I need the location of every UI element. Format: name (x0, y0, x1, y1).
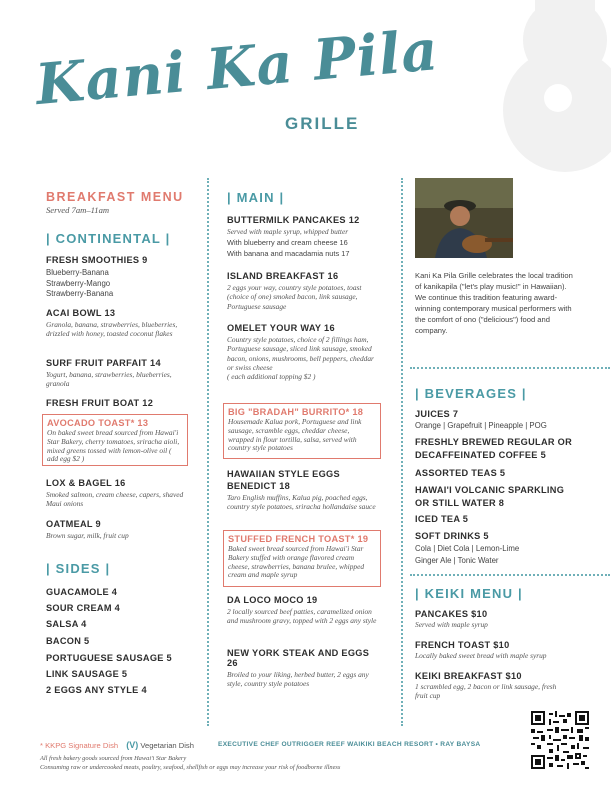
logo-subtitle: GRILLE (285, 114, 360, 133)
item-description: 2 eggs your way, country style potatoes, toast (choice of one) smoked bacon, link sausage, Portuguese sausage (227, 283, 362, 311)
breakfast-menu-title: BREAKFAST MENU (46, 190, 184, 204)
guitar-watermark (470, 0, 611, 175)
item-description: Broiled to your liking, herbed butter, 2 eggs any style, country style potatoes (227, 670, 369, 689)
column-divider-left (207, 178, 209, 726)
item-big-bradah-burrito: BIG "BRADAH" BURRITO* 18 (228, 407, 364, 417)
item-island-breakfast: ISLAND BREAKFAST 16 (227, 271, 339, 281)
item-buttermilk-pancakes: BUTTERMILK PANCAKES 12 (227, 215, 360, 225)
side-item: LINK SAUSAGE 5 (46, 669, 128, 679)
juice-options: Orange | Grapefruit | Pineapple | POG (415, 421, 547, 430)
item-description: Granola, banana, strawberries, blueberries, drizzled with honey, toasted coconut flakes (46, 320, 178, 339)
executive-chef-credit: EXECUTIVE CHEF OUTRIGGER REEF WAIKIKI BEACH RESORT • RAY BAYSA (218, 741, 481, 748)
sides-heading: | SIDES | (46, 561, 111, 576)
item-new-york-steak-eggs: NEW YORK STEAK AND EGGS 26 (227, 648, 370, 668)
item-avocado-toast: AVOCADO TOAST* 13 (47, 418, 149, 428)
item-surf-fruit-parfait: SURF FRUIT PARFAIT 14 (46, 358, 161, 368)
smoothie-option: Strawberry-Banana (46, 289, 114, 298)
item-description: 1 scrambled egg, 2 bacon or link sausage, fresh fruit cup (415, 682, 557, 701)
keiki-heading: | KEIKI MENU | (415, 586, 523, 601)
vegetarian-mark: (V) (126, 740, 139, 750)
item-description: Baked sweet bread sourced from Hawai'i Star Bakery stuffed with orange flavored cream cheese, strawberries, banana brulee, whipped cream and maple syrup (228, 544, 365, 580)
item-fresh-fruit-boat: FRESH FRUIT BOAT 12 (46, 398, 154, 408)
item-da-loco-moco: DA LOCO MOCO 19 (227, 595, 318, 605)
french-toast-box (223, 530, 381, 587)
beverages-heading: | BEVERAGES | (415, 386, 527, 401)
item-juices: JUICES 7 (415, 409, 459, 419)
item-iced-tea: ICED TEA 5 (415, 514, 469, 524)
side-item: 2 EGGS ANY STYLE 4 (46, 685, 147, 695)
side-item: SOUR CREAM 4 (46, 603, 121, 613)
avocado-toast-box (42, 414, 188, 466)
item-description: Country style potatoes, choice of 2 fillings ham, Portuguese sausage, sliced link sausage, smoked bacon, onions, mushrooms, bell peppers, cheddar or swiss cheese (227, 335, 374, 372)
side-item: GUACAMOLE 4 (46, 587, 118, 597)
item-description: Smoked salmon, cream cheese, capers, shaved Maui onions (46, 490, 184, 509)
item-description: 2 locally sourced beef patties, caramelized onion and mushroom gravy, topped with 2 eggs any style (227, 607, 377, 626)
item-volcanic-water: HAWAI'I VOLCANIC SPARKLING OR STILL WATER 8 (415, 485, 565, 508)
item-description: Housemade Kalua pork, Portuguese and link sausage, scramble eggs, cheddar cheese, wrapped in flour tortilla, salsa, served with country style potatoes (228, 417, 362, 453)
smoothie-option: Blueberry-Banana (46, 268, 109, 277)
vegetarian-label: Vegetarian Dish (140, 741, 194, 750)
smoothie-option: Strawberry-Mango (46, 278, 111, 288)
about-text: Kani Ka Pila Grille celebrates the local tradition of kanikapila ("let's play music!" in Hawaiian). We continue this tradition featuring award-winning contemporary musical performers with the comfort of ono ("delicious") food and company. (415, 271, 573, 335)
side-item: PORTUGUESE SAUSAGE 5 (46, 653, 172, 663)
side-item: SALSA 4 (46, 619, 87, 629)
item-description: Brown sugar, milk, fruit cup (46, 531, 129, 540)
item-description: Served with maple syrup (415, 620, 488, 629)
qr-code (531, 711, 589, 769)
item-description: Served with maple syrup, whipped butter (227, 227, 349, 236)
item-extra-note: ( each additional topping $2 ) (227, 372, 316, 382)
pancake-option: With banana and macadamia nuts 17 (227, 248, 350, 258)
item-hawaiian-eggs-benedict: HAWAIIAN STYLE EGGS BENEDICT 18 (227, 469, 340, 491)
soft-drink-options: Ginger Ale | Tonic Water (415, 556, 499, 565)
section-divider (410, 574, 610, 576)
item-soft-drinks: SOFT DRINKS 5 (415, 531, 489, 541)
side-item: BACON 5 (46, 636, 90, 646)
item-fresh-smoothies: FRESH SMOOTHIES 9 (46, 255, 148, 265)
pancake-option: With blueberry and cream cheese 16 (227, 238, 348, 248)
item-description: On baked sweet bread sourced from Hawai'i Star Bakery, cherry tomatoes, sriracha aioli, mixed greens tossed with lemon-olive oil ( add egg $2 ) (47, 428, 180, 464)
soft-drink-options: Cola | Diet Cola | Lemon-Lime (415, 544, 520, 553)
signature-dish-label: * KKPG Signature Dish (40, 741, 119, 750)
main-heading: | MAIN | (227, 190, 285, 205)
column-divider-right (401, 178, 403, 726)
musician-photo (415, 178, 513, 258)
item-keiki-breakfast: KEIKI BREAKFAST $10 (415, 671, 522, 681)
item-description: Taro English muffins, Kalua pig, poached eggs, country style potatoes, sriracha hollandaise sauce (227, 493, 376, 512)
item-omelet-your-way: OMELET YOUR WAY 16 (227, 323, 335, 333)
restaurant-logo: Kani Ka Pila (33, 17, 442, 119)
item-description: Yogurt, banana, strawberries, blueberries, granola (46, 370, 172, 389)
section-divider (410, 367, 610, 369)
item-assorted-teas: ASSORTED TEAS 5 (415, 468, 506, 478)
item-stuffed-french-toast: STUFFED FRENCH TOAST* 19 (228, 534, 369, 544)
item-keiki-pancakes: PANCAKES $10 (415, 609, 488, 619)
item-acai-bowl: ACAI BOWL 13 (46, 308, 116, 318)
item-oatmeal: OATMEAL 9 (46, 519, 101, 529)
continental-heading: | CONTINENTAL | (46, 231, 171, 246)
signature-legend (40, 740, 194, 750)
item-lox-bagel: LOX & BAGEL 16 (46, 478, 126, 488)
consumption-warning: Consuming raw or undercooked meats, poultry, seafood, shellfish or eggs may increase your risk of foodborne illness (40, 764, 341, 771)
served-hours: Served 7am–11am (46, 205, 110, 215)
item-coffee: FRESHLY BREWED REGULAR OR DECAFFEINATED COFFEE 5 (415, 437, 573, 460)
item-keiki-french-toast: FRENCH TOAST $10 (415, 640, 510, 650)
bakery-note: All fresh bakery goods sourced from Hawai'i Star Bakery (40, 755, 187, 762)
item-description: Locally baked sweet bread with maple syrup (415, 651, 547, 660)
burrito-box (223, 403, 381, 459)
